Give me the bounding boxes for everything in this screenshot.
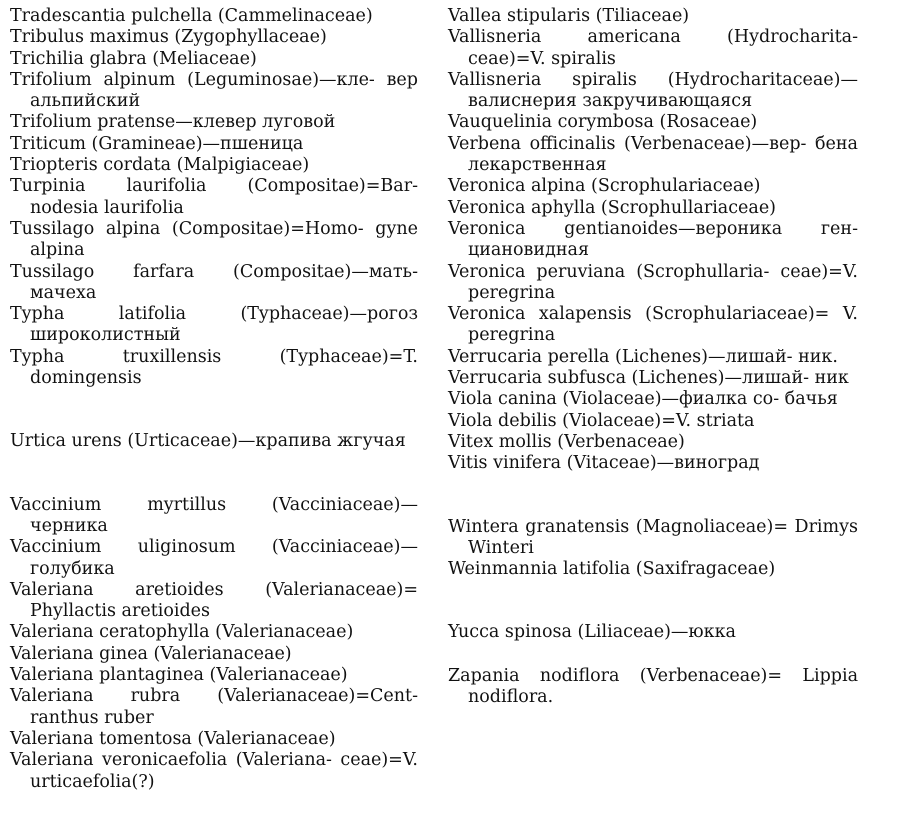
letter-section-gap: [448, 644, 858, 666]
index-entry: Verrucaria perella (Lichenes)—лишай- ник.: [448, 346, 838, 367]
letter-section-gap: [448, 580, 858, 622]
index-entry: Verrucaria subfusca (Lichenes)—лишай- ник: [448, 368, 849, 389]
index-entry: Weinmannia latifolia (Saxifragaceae): [448, 559, 776, 580]
index-entry: Valeriana ginea (Valerianaceae): [10, 643, 292, 664]
index-entry: Trifolium alpinum (Leguminosae)—кле- вер альпийский: [10, 69, 418, 112]
index-entry: Typha latifolia (Typhaceae)—рогоз широколистный: [10, 304, 418, 346]
index-entry: Valeriana veronicaefolia (Valeriana- ceae)=V. urticaefolia(?): [10, 750, 418, 792]
index-entry: Turpinia laurifolia (Compositae)=Bar- nodesia laurifolia: [10, 176, 418, 218]
index-entry: Valeriana rubra (Valerianaceae)=Cent- ranthus ruber: [10, 686, 418, 728]
index-entry: Tussilago alpina (Compositae)=Homo- gyne alpina: [10, 218, 418, 261]
index-entry: Vallea stipularis (Tiliaceae): [448, 6, 690, 26]
index-entry: Trichilia glabra (Meliaceae): [10, 48, 257, 69]
index-entry: Vitis vinifera (Vitaceae)—виноград: [448, 453, 760, 474]
index-entry: Veronica aphylla (Scrophullariaceae): [448, 197, 776, 218]
index-entry: Yucca spinosa (Liliaceae)—юкка: [448, 622, 736, 643]
index-entry: Valeriana ceratophylla (Valerianaceae): [10, 622, 354, 643]
index-entry: Valeriana plantaginea (Valerianaceae): [10, 665, 348, 686]
index-entry: Triopteris cordata (Malpigiaceae): [10, 155, 310, 176]
index-entry: Veronica gentianoides—вероника ген- циановидная: [448, 218, 858, 261]
index-entry: Urtica urens (Urticaceae)—крапива жгучая: [10, 431, 406, 452]
index-entry: Veronica xalapensis (Scrophulariaceae)= V. peregrina: [448, 304, 858, 346]
index-entry: Tribulus maximus (Zygophyllaceae): [10, 27, 327, 48]
index-entry: Trifolium pratense—клевер луговой: [10, 112, 336, 133]
index-entry: Zapania nodiflora (Verbenaceae)= Lippia nodiflora.: [448, 665, 858, 708]
index-entry: Tussilago farfara (Compositae)—мать- мачеха: [10, 261, 418, 303]
index-entry: Tradescantia pulchella (Cammelinaceae): [10, 6, 373, 26]
index-entry: Valeriana tomentosa (Valerianaceae): [10, 728, 336, 749]
index-entry: Vaccinium myrtillus (Vacciniaceae)— черника: [10, 494, 418, 536]
index-entry: Valeriana aretioides (Valerianaceae)= Phyllactis aretioides: [10, 579, 418, 622]
letter-section-gap: [10, 453, 418, 495]
index-entry: Typha truxillensis (Typhaceae)=T. domingensis: [10, 346, 418, 389]
index-entry: Veronica alpina (Scrophulariaceae): [448, 176, 761, 197]
index-entry: Vallisneria spiralis (Hydrocharitaceae)— валиснерия закручивающаяся: [448, 69, 858, 112]
index-entry: Wintera granatensis (Magnoliaceae)= Drimys Winteri: [448, 516, 858, 558]
letter-section-gap: [448, 475, 858, 517]
index-entry: Triticum (Gramineae)—пшеница: [10, 133, 304, 154]
letter-section-gap: [10, 389, 418, 431]
index-entry: Viola debilis (Violaceae)=V. striata: [448, 410, 755, 431]
right-column: [448, 6, 858, 708]
index-entry: Viola canina (Violaceae)—фиалка со- бачья: [448, 389, 838, 410]
index-entry: Vauquelinia corymbosa (Rosaceae): [448, 112, 758, 133]
left-column: [10, 6, 418, 793]
index-entry: Vallisneria americana (Hydrocharita- ceae)=V. spiralis: [448, 27, 858, 69]
index-entry: Vitex mollis (Verbenaceae): [448, 431, 685, 452]
index-entry: Verbena officinalis (Verbenaceae)—вер- бена лекарственная: [448, 133, 858, 176]
index-entry: Veronica peruviana (Scrophullaria- ceae)=V. peregrina: [448, 261, 858, 303]
index-entry: Vaccinium uliginosum (Vacciniaceae)— голубика: [10, 537, 418, 579]
